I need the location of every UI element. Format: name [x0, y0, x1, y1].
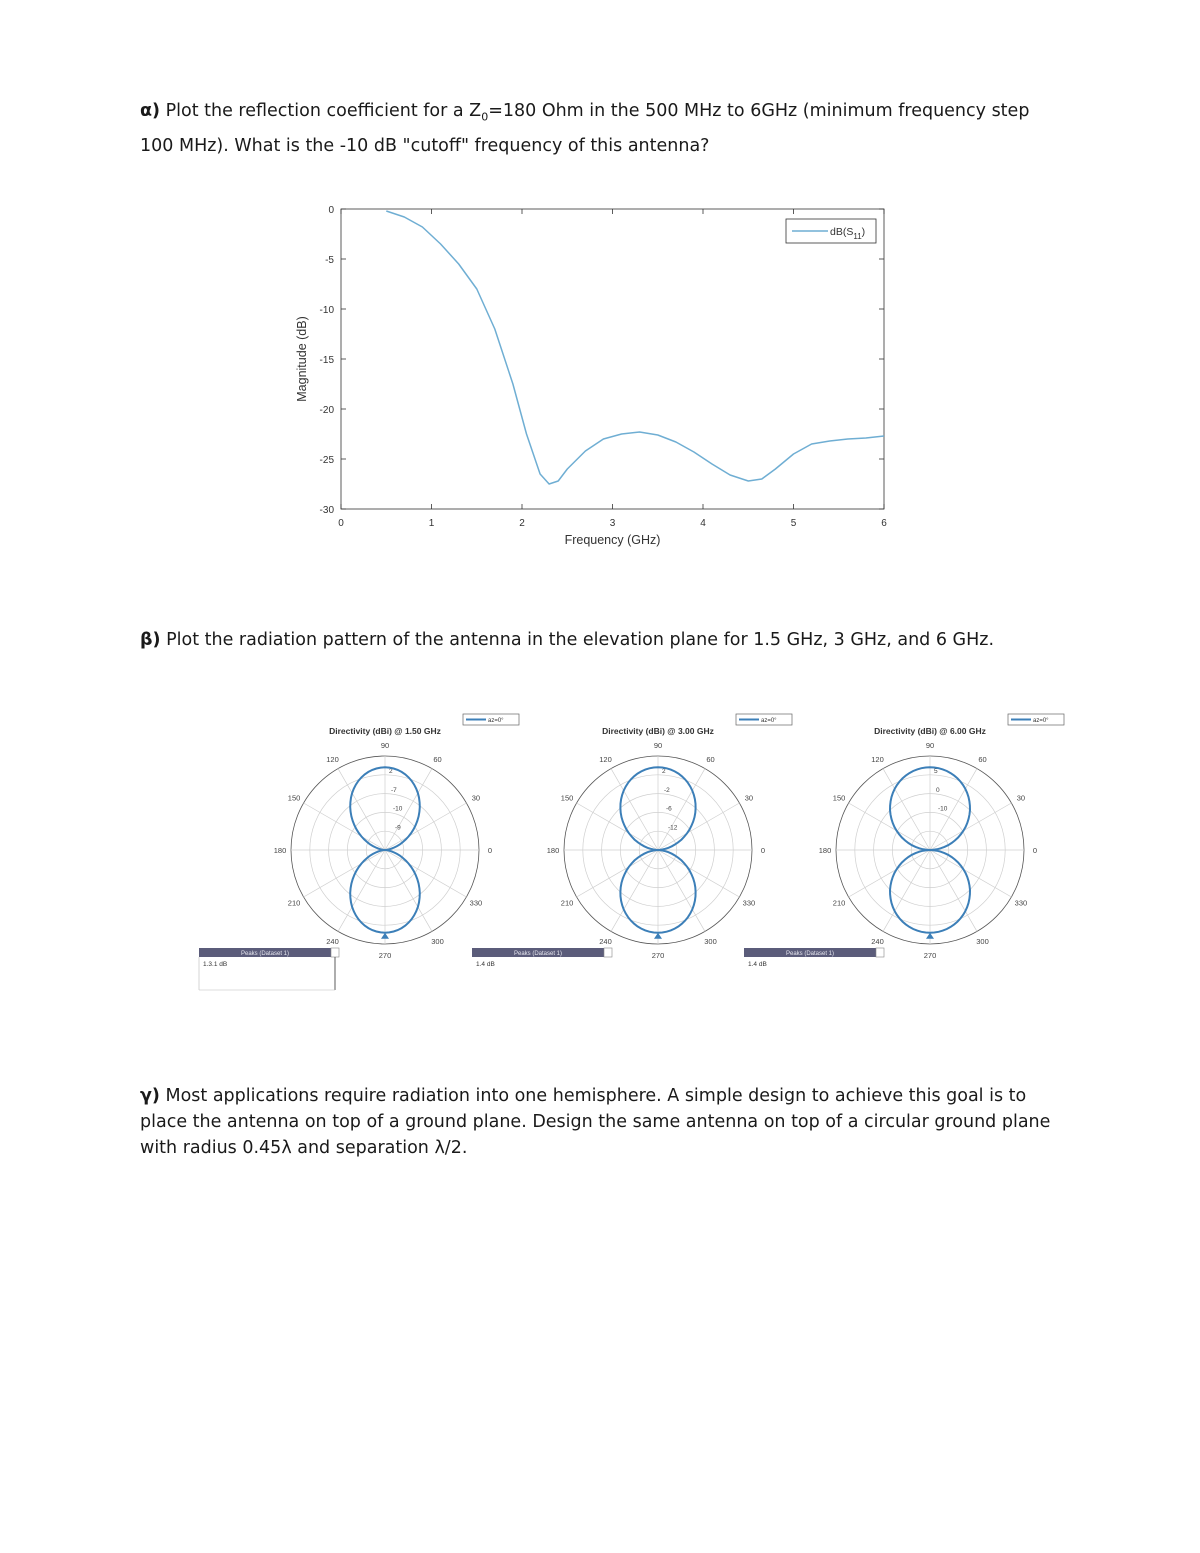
polar-angle-label: 210: [287, 898, 301, 908]
polar-legend-label: az=0°: [1033, 718, 1049, 724]
polar-angle-label: 150: [287, 793, 301, 803]
peaks-panel-title: Peaks (Dataset 1): [785, 951, 835, 957]
polar-legend-label: az=0°: [761, 718, 777, 724]
polar-title: Directivity (dBi) @ 6.00 GHz: [874, 726, 986, 736]
peaks-panel-close-icon: [876, 948, 884, 957]
y-tick-label: -5: [325, 255, 334, 266]
polar-angle-label: 240: [599, 936, 612, 946]
polar-spoke: [611, 769, 658, 850]
question-alpha-text-post: =180 Ohm in the 500 MHz to 6GHz (minimum frequency step 100 MHz). What is the -10 dB "cutoff" frequency of this antenna?: [140, 101, 1030, 156]
polar-spoke: [385, 850, 466, 897]
polar-angle-label: 300: [976, 936, 989, 946]
x-tick-label: 4: [700, 518, 706, 529]
polar-angle-label: 330: [742, 898, 756, 908]
polar-radial-label: 5: [934, 768, 938, 776]
polar-radial-label: -10: [938, 805, 948, 813]
question-gamma-marker: γ): [140, 1086, 160, 1106]
polar-angle-label: 270: [923, 951, 937, 960]
question-beta: [140, 626, 1060, 655]
polar-radial-label: -10: [393, 805, 403, 813]
polar-angle-label: 90: [653, 741, 663, 750]
polar-radial-label: -2: [664, 786, 670, 794]
y-tick-label: 0: [328, 205, 334, 216]
x-tick-label: 2: [519, 518, 525, 529]
y-tick-label: -25: [319, 455, 334, 466]
polar-radial-label: -9: [395, 824, 401, 832]
peaks-panel-close-icon: [331, 948, 339, 957]
question-gamma-text: Most applications require radiation into one hemisphere. A simple design to achieve this goal is to place the antenna on top of a ground plane. Design the same antenna on top of a circular ground plane with radius 0.45λ and separation λ/2.: [140, 1086, 1051, 1158]
polar-angle-label: 330: [1014, 898, 1028, 908]
peak-marker-icon: [654, 933, 662, 939]
peaks-panel-close-icon: [604, 948, 612, 957]
y-tick-label: -20: [319, 405, 334, 416]
x-tick-label: 6: [881, 518, 887, 529]
polar-angle-label: 150: [832, 793, 846, 803]
polar-radial-label: 2: [389, 768, 393, 776]
question-gamma: [140, 1083, 1060, 1161]
legend-label-base: dB(S: [830, 226, 854, 238]
plot-area: [341, 209, 884, 509]
peaks-value: 1.3.1 dB: [203, 961, 228, 968]
x-tick-label: 0: [338, 518, 344, 529]
polar-angle-label: 60: [978, 755, 987, 765]
polar-radial-label: 0: [936, 786, 940, 794]
x-tick-label: 1: [428, 518, 435, 529]
polar-title: Directivity (dBi) @ 1.50 GHz: [329, 726, 441, 736]
question-beta-marker: β): [140, 630, 161, 650]
polar-angle-label: 0: [1032, 846, 1038, 855]
y-tick-label: -30: [319, 505, 334, 516]
polar-title: Directivity (dBi) @ 3.00 GHz: [602, 726, 714, 736]
polar-angle-label: 300: [431, 936, 444, 946]
polar-angle-label: 90: [925, 741, 935, 750]
polar-radial-label: -6: [666, 805, 672, 813]
polar-angle-label: 30: [744, 793, 754, 803]
x-axis-label: Frequency (GHz): [564, 533, 661, 547]
polar-angle-label: 30: [1016, 793, 1026, 803]
polar-spoke: [658, 850, 705, 931]
y-axis-label: Magnitude (dB): [295, 316, 309, 402]
polar-angle-label: 180: [546, 846, 560, 855]
polar-legend-label: az=0°: [488, 718, 504, 724]
polar-angle-label: 330: [469, 898, 483, 908]
polar-angle-label: 90: [380, 741, 390, 750]
x-tick-label: 3: [609, 518, 616, 529]
peaks-panel-title: Peaks (Dataset 1): [513, 951, 563, 957]
polar-spoke: [577, 850, 658, 897]
polar-angle-label: 210: [832, 898, 846, 908]
peaks-value: 1.4 dB: [748, 961, 767, 968]
polar-spoke: [304, 803, 385, 850]
polar-radial-label: -7: [391, 786, 397, 794]
polar-angle-label: 30: [471, 793, 481, 803]
polar-angle-label: 150: [560, 793, 574, 803]
polar-spoke: [611, 850, 658, 931]
polar-angle-label: 300: [704, 936, 717, 946]
polar-angle-label: 180: [273, 846, 287, 855]
s11-chart: [280, 192, 900, 557]
question-alpha-text-pre: Plot the reflection coefficient for a Z: [160, 101, 482, 121]
polar-angle-label: 60: [706, 755, 715, 765]
legend-label-close: ): [861, 226, 866, 238]
polar-spoke: [304, 850, 385, 897]
question-beta-text: Plot the radiation pattern of the antenna in the elevation plane for 1.5 GHz, 3 GHz, and 6 GHz.: [160, 630, 995, 650]
polar-angle-label: 180: [818, 846, 832, 855]
polar-angle-label: 60: [433, 755, 442, 765]
polar-angle-label: 0: [487, 846, 493, 855]
legend-label-sub: 11: [853, 232, 862, 241]
peak-marker-icon: [381, 933, 389, 939]
polar-angle-label: 240: [871, 936, 884, 946]
polar-radial-label: -12: [668, 824, 678, 832]
peaks-value: 1.4 dB: [476, 961, 495, 968]
polar-angle-label: 270: [378, 951, 392, 960]
question-alpha-subscript: 0: [481, 110, 489, 124]
polar-angle-label: 120: [599, 755, 612, 765]
polar-angle-label: 240: [326, 936, 339, 946]
peak-marker-icon: [926, 933, 934, 939]
polar-angle-label: 120: [871, 755, 884, 765]
peaks-panel-title: Peaks (Dataset 1): [240, 951, 290, 957]
question-alpha-marker: α): [140, 101, 161, 121]
y-tick-label: -15: [319, 355, 334, 366]
polar-angle-label: 120: [326, 755, 339, 765]
polar-spoke: [658, 850, 739, 897]
polar-chart-3: [740, 708, 1070, 998]
polar-angle-label: 270: [651, 951, 665, 960]
y-tick-label: -10: [319, 305, 334, 316]
polar-angle-label: 0: [760, 846, 766, 855]
polar-radial-label: 2: [662, 768, 666, 776]
polar-spoke: [577, 803, 658, 850]
polar-angle-label: 210: [560, 898, 574, 908]
question-alpha: [140, 97, 1060, 161]
x-tick-label: 5: [790, 518, 797, 529]
